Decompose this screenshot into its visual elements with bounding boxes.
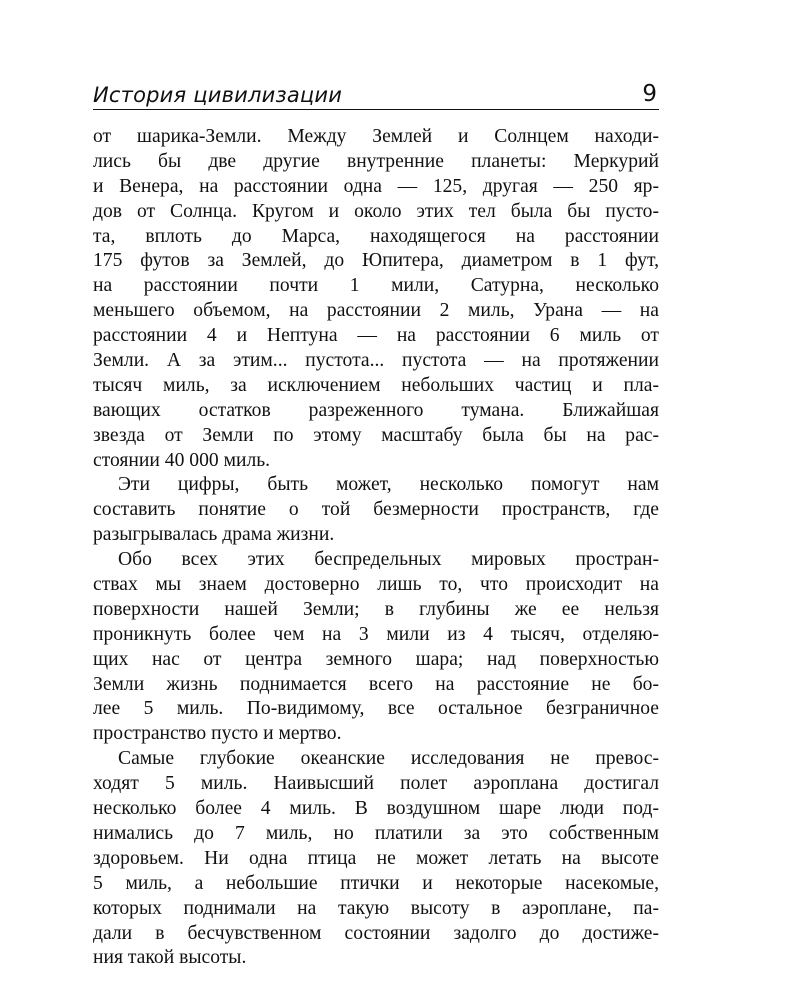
text-line: стоянии 40 000 миль. — [93, 449, 271, 471]
text-line: вающих остатков разреженного тумана. Ближайшая — [93, 399, 659, 421]
body-text — [93, 125, 659, 971]
text-line: щих нас от центра земного шара; над поверхностью — [93, 648, 659, 670]
running-head-title: История цивилизации — [93, 83, 343, 107]
text-line: проникнуть более чем на 3 мили из 4 тысяч, отделяю- — [93, 623, 659, 645]
text-line: пространство пусто и мертво. — [93, 723, 342, 745]
paragraph — [93, 747, 659, 971]
text-line: здоровьем. Ни одна птица не может летать на высоте — [93, 847, 659, 869]
text-line: Самые глубокие океанские исследования не превос- — [118, 748, 659, 770]
paragraph — [93, 473, 659, 548]
text-line: дали в бесчувственном состоянии задолго до достиже- — [93, 922, 659, 944]
text-line: составить понятие о той безмерности пространств, где — [93, 499, 659, 521]
paragraph — [93, 548, 659, 747]
text-line: нимались до 7 миль, но платили за это собственным — [93, 822, 659, 844]
text-line: та, вплоть до Марса, находящегося на расстоянии — [93, 225, 659, 247]
text-line: лись бы две другие внутренние планеты: Меркурий — [93, 150, 659, 172]
text-line: расстоянии 4 и Нептуна — на расстоянии 6 миль от — [93, 325, 659, 347]
text-line: разыгрывалась драма жизни. — [93, 524, 335, 546]
text-line: поверхности нашей Земли; в глубины же ее нельзя — [93, 598, 659, 620]
text-line: ния такой высоты. — [93, 947, 247, 969]
text-line: ствах мы знаем достоверно лишь то, что происходит на — [93, 574, 659, 596]
text-line: Эти цифры, быть может, несколько помогут нам — [118, 474, 659, 496]
text-line: меньшего объемом, на расстоянии 2 миль, Урана — на — [93, 300, 659, 322]
text-line: 5 миль, а небольшие птички и некоторые насекомые, — [93, 872, 659, 894]
text-line: от шарика-Земли. Между Землей и Солнцем находи- — [93, 126, 659, 147]
text-line: несколько более 4 миль. В воздушном шаре люди под- — [93, 798, 659, 820]
paragraph — [93, 125, 659, 473]
text-line: которых поднимали на такую высоту в аэроплане, па- — [93, 897, 659, 919]
text-line: дов от Солнца. Кругом и около этих тел была бы пусто- — [93, 200, 659, 222]
text-line: тысяч миль, за исключением небольших частиц и пла- — [93, 374, 659, 396]
page-number: 9 — [642, 81, 657, 107]
text-line: Земли жизнь поднимается всего на расстояние не бо- — [93, 673, 659, 695]
text-line: ходят 5 миль. Наивысший полет аэроплана достигал — [93, 773, 659, 795]
text-line: Обо всех этих беспредельных мировых простран- — [118, 549, 659, 571]
text-line: и Венера, на расстоянии одна — 125, другая — 250 яр- — [93, 175, 659, 197]
text-line: лее 5 миль. По-видимому, все остальное безграничное — [93, 698, 659, 720]
running-header — [93, 80, 659, 110]
text-line: Земли. А за этим... пустота... пустота — на протяжении — [93, 350, 659, 372]
text-line: 175 футов за Землей, до Юпитера, диаметром в 1 фут, — [93, 250, 659, 272]
text-line: звезда от Земли по этому масштабу была бы на рас- — [93, 424, 659, 446]
text-line: на расстоянии почти 1 мили, Сатурна, несколько — [93, 275, 659, 297]
